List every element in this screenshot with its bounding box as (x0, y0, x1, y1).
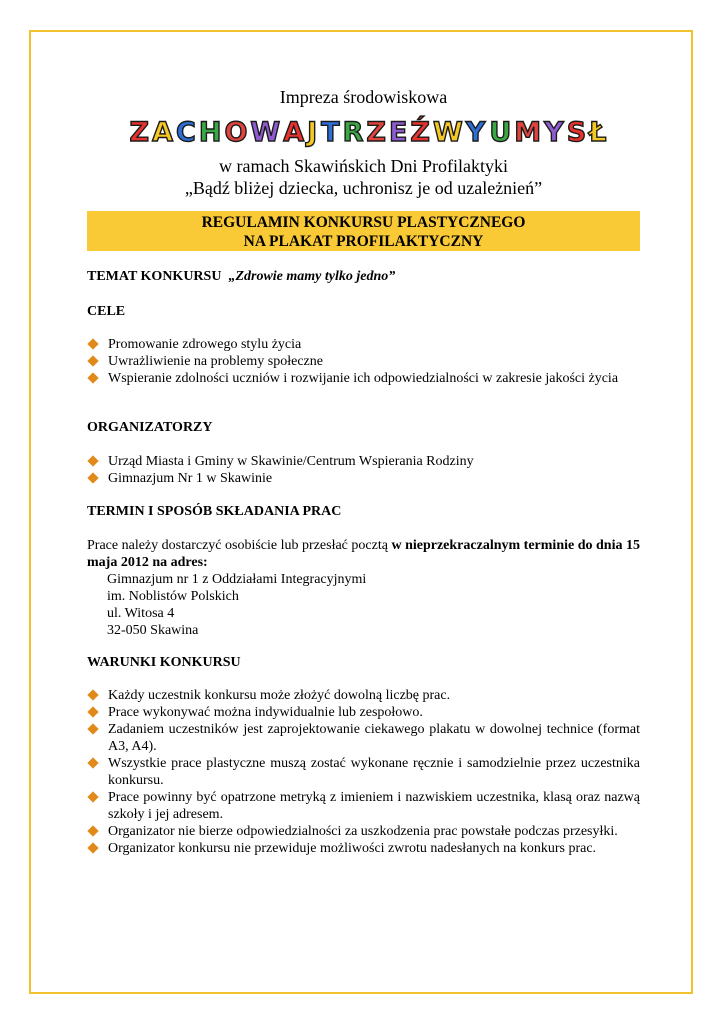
logo-letter: Y (465, 117, 486, 148)
list-item: Uwrażliwienie na problemy społeczne (87, 353, 640, 370)
logo-letter: S (566, 117, 587, 148)
logo-letter: Y (544, 117, 564, 148)
diamond-bullet-icon (87, 757, 98, 768)
logo-letter: Ź (410, 117, 430, 148)
logo-letter: T (321, 117, 340, 148)
list-item: Urząd Miasta i Gminy w Skawinie/Centrum Wspierania Rodziny (87, 453, 640, 470)
banner-line-1: REGULAMIN KONKURSU PLASTYCZNEGO (201, 214, 526, 231)
logo-letter: A (283, 117, 305, 148)
subtitle-line-2: „Bądź bliżej dziecka, uchronisz je od uzależnień” (184, 178, 543, 198)
diamond-bullet-icon (87, 455, 98, 466)
logo-letter: A (152, 117, 173, 148)
list-item: Prace powinny być opatrzone metryką z imieniem i nazwiskiem uczestnika, klasą oraz nazwą szkoły i jej adresem. (87, 789, 640, 823)
organizers-heading: ORGANIZATORZY (87, 420, 213, 435)
diamond-bullet-icon (87, 791, 98, 802)
address-line: im. Noblistów Polskich (107, 589, 239, 604)
diamond-bullet-icon (87, 689, 98, 700)
list-item: Wspieranie zdolności uczniów i rozwijanie ich odpowiedzialności w zakresie jakości życia (87, 370, 640, 387)
diamond-bullet-icon (87, 355, 98, 366)
logo-letter: W (250, 117, 281, 148)
conditions-list (87, 687, 640, 857)
campaign-logo (129, 116, 607, 160)
logo-letter: R (342, 117, 364, 148)
diamond-bullet-icon (87, 372, 98, 383)
goals-heading: CELE (87, 304, 126, 319)
logo-letter: U (489, 117, 512, 148)
list-item: Organizator nie bierze odpowiedzialności za uszkodzenia prac powstałe podczas przesyłki. (87, 823, 640, 840)
diamond-bullet-icon (87, 825, 98, 836)
diamond-bullet-icon (87, 723, 98, 734)
event-label: Impreza środowiskowa (279, 87, 448, 107)
subtitle-line-1: w ramach Skawińskich Dni Profilaktyki (219, 156, 508, 176)
diamond-bullet-icon (87, 842, 98, 853)
theme-value: „Zdrowie mamy tylko jedno” (228, 269, 396, 284)
diamond-bullet-icon (87, 706, 98, 717)
banner-line-2: NA PLAKAT PROFILAKTYCZNY (243, 233, 484, 250)
address-block (107, 571, 366, 639)
list-item: Promowanie zdrowego stylu życia (87, 336, 640, 353)
list-item: Zadaniem uczestników jest zaprojektowanie ciekawego plakatu w dowolnej technice (format A3, A4). (87, 721, 640, 755)
list-item: Gimnazjum Nr 1 w Skawinie (87, 470, 640, 487)
logo-letter: Ł (589, 117, 607, 148)
logo-letter: Z (366, 117, 386, 148)
list-item: Każdy uczestnik konkursu może złożyć dowolną liczbę prac. (87, 687, 640, 704)
logo-letter: E (388, 117, 408, 148)
logo-letter: O (224, 117, 248, 148)
diamond-bullet-icon (87, 472, 98, 483)
logo-letter: Z (129, 117, 150, 148)
list-item: Organizator konkursu nie przewiduje możliwości zwrotu nadesłanych na konkurs prac. (87, 840, 640, 857)
conditions-heading: WARUNKI KONKURSU (87, 655, 241, 670)
logo-letter: W (432, 117, 463, 148)
diamond-bullet-icon (87, 338, 98, 349)
address-line: Gimnazjum nr 1 z Oddziałami Integracyjnymi (107, 572, 367, 587)
regulations-banner (87, 211, 640, 251)
logo-letter: J (307, 117, 318, 148)
list-item: Wszystkie prace plastyczne muszą zostać wykonane ręcznie i samodzielnie przez uczestnika konkursu. (87, 755, 640, 789)
organizers-list (87, 453, 640, 487)
logo-letter: M (514, 117, 542, 148)
goals-list (87, 336, 640, 387)
logo-letter: H (198, 117, 222, 148)
address-line: 32-050 Skawina (107, 623, 199, 638)
list-item: Prace wykonywać można indywidualnie lub zespołowo. (87, 704, 640, 721)
theme-line (87, 268, 395, 285)
logo-letter: C (176, 117, 196, 148)
address-line: ul. Witosa 4 (107, 606, 175, 621)
submission-text: Prace należy dostarczyć osobiście lub przesłać pocztą w nieprzekraczalnym terminie do dnia 15 maja 2012 na adres: (87, 538, 640, 570)
theme-label: TEMAT KONKURSU (87, 269, 222, 284)
submission-heading: TERMIN I SPOSÓB SKŁADANIA PRAC (87, 504, 342, 519)
